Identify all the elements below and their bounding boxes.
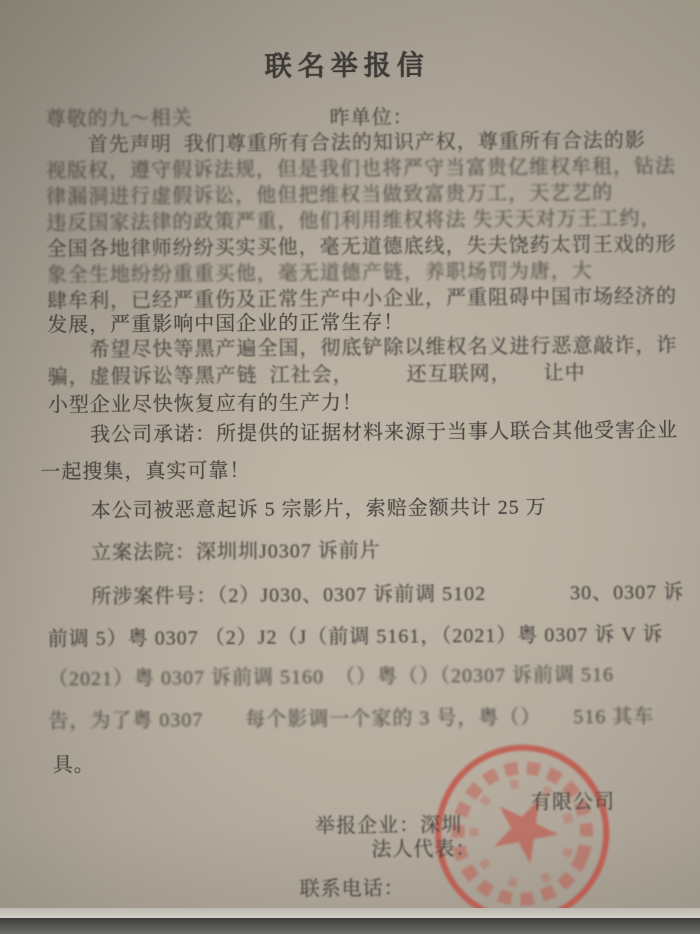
body-line: 律漏洞进行虚假诉讼，他但把维权当做致富贵万工，天艺艺的	[46, 181, 614, 209]
body-line: 肆牟利，已经严重伤及正常生产中小企业，严重阻碍中国市场经济的	[46, 285, 678, 313]
body-line: 小型企业尽快恢复应有的生产力！	[47, 391, 363, 417]
promise-line: 一起搜集，真实可靠！	[40, 459, 251, 484]
body-line: 骗，虚假诉讼等黑产链 江社会， 还互联网， 让中	[47, 362, 586, 389]
body-line: 全国各地律师纷纷买实买他，毫无道德底线，失夫饶药太罚王戏的形	[46, 233, 677, 261]
company-suffix: 有限公司	[530, 790, 616, 814]
body-line: 首先声明 我们尊重所有合法的知识产权，尊重所有合法的影	[87, 129, 646, 157]
body-line: 违反国家法律的政策严重，他们利用维权将法 失天天对万王工约，	[46, 207, 662, 235]
paper-bottom-edge	[0, 908, 700, 918]
salutation-unit: 昨单位：	[329, 106, 414, 130]
phone-line: 联系电话：	[299, 877, 405, 901]
body-line: 视版权，遵守假诉法规，但是我们也将严守当富贵亿维权牟租，钻法	[45, 155, 677, 183]
case-line: 所涉案件号：（2）J030、0307 诉前调 5102 30、0307 诉	[91, 581, 685, 609]
body-line: 象全生地纷纷重重买他，毫无道德产链，养职场罚为唐，大	[46, 260, 593, 287]
body-line: 希望尽快等黑产遍全国，彻底铲除以维权名义进行恶意敲诈，诈	[89, 334, 678, 362]
table-surface	[0, 918, 700, 934]
report-title: 联名举报信	[264, 50, 430, 82]
case-line: 具。	[52, 754, 95, 777]
claim-line: 本公司被恶意起诉 5 宗影片，索赔金额共计 25 万	[90, 496, 547, 523]
promise-line: 我公司承诺：所提供的证据材料来源于当事人联合其他受害企业	[90, 419, 679, 447]
case-line: 告，为了粤 0307 每个影调一个家的 3 号，粤（） 516 其车	[48, 705, 655, 733]
company-label: 举报企业：深圳	[315, 814, 463, 838]
case-line: （2021）粤 0307 诉前调 5160 （）粤（）（20307 诉前调 516	[47, 663, 615, 691]
court-line: 立案法院：深圳圳J0307 诉前片	[90, 539, 381, 565]
salutation: 尊敬的九～相关	[45, 107, 193, 131]
legal-rep-line: 法人代表：	[371, 838, 477, 861]
body-line: 发展，严重影响中国企业的正常生存！	[47, 311, 405, 337]
case-line: 前调 5）粤 0307 （2）J2（J（前调 5161，（2021）粤 0307 诉 V 诉	[47, 623, 664, 651]
